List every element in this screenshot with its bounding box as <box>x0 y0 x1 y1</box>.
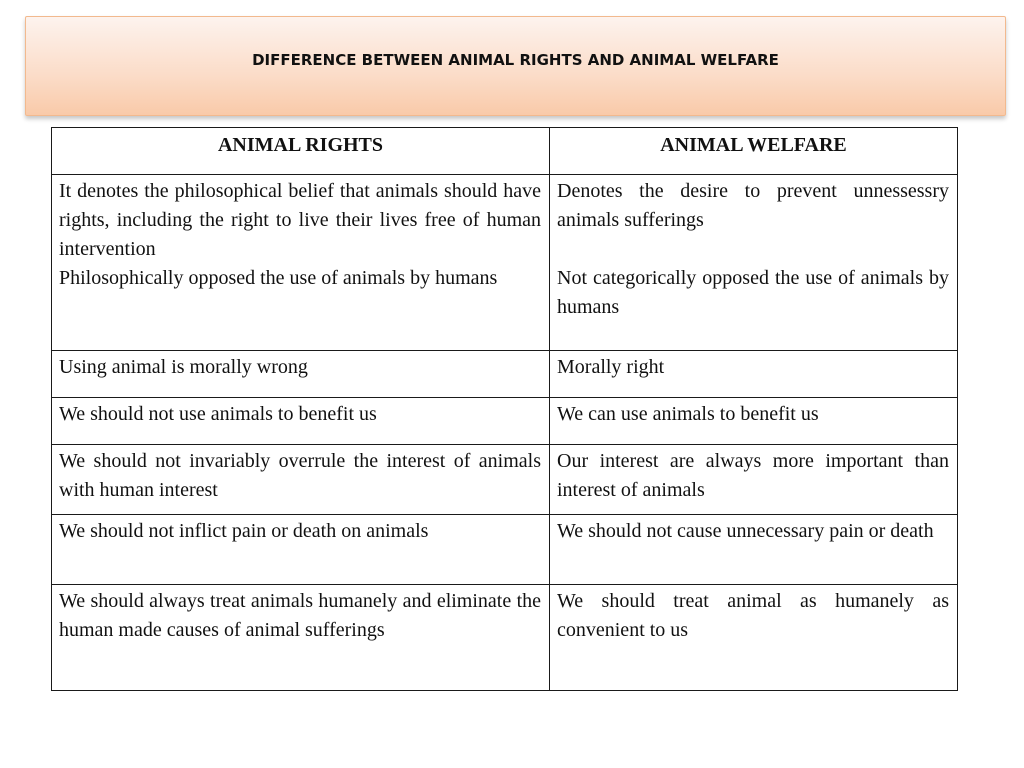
rights-cell: We should not invariably overrule the interest of animals with human interest <box>52 445 550 515</box>
table-row <box>52 445 958 515</box>
table-row <box>52 515 958 585</box>
rights-cell: Using animal is morally wrong <box>52 351 550 398</box>
rights-cell: We should not inflict pain or death on animals <box>52 515 550 585</box>
welfare-text: Denotes the desire to prevent unnessessry animals sufferings <box>557 180 949 231</box>
rights-text: Philosophically opposed the use of animals by humans <box>59 267 498 289</box>
table-row <box>52 398 958 445</box>
rights-text: It denotes the philosophical belief that animals should have rights, including the right to live their lives free of human intervention <box>59 180 541 260</box>
welfare-cell <box>550 175 958 351</box>
welfare-cell: We should not cause unnecessary pain or death <box>550 515 958 585</box>
comparison-table <box>51 127 958 691</box>
table-row <box>52 585 958 691</box>
welfare-cell: Morally right <box>550 351 958 398</box>
rights-cell: We should not use animals to benefit us <box>52 398 550 445</box>
welfare-cell: We should treat animal as humanely as convenient to us <box>550 585 958 691</box>
welfare-text: Not categorically opposed the use of animals by humans <box>557 267 949 318</box>
rights-cell <box>52 175 550 351</box>
column-header-animal-rights: ANIMAL RIGHTS <box>52 128 550 175</box>
table-row <box>52 351 958 398</box>
title-banner <box>25 16 1006 116</box>
column-header-animal-welfare: ANIMAL WELFARE <box>550 128 958 175</box>
rights-cell: We should always treat animals humanely and eliminate the human made causes of animal sufferings <box>52 585 550 691</box>
table-row <box>52 175 958 351</box>
welfare-cell: We can use animals to benefit us <box>550 398 958 445</box>
welfare-cell: Our interest are always more important than interest of animals <box>550 445 958 515</box>
table-header-row <box>52 128 958 175</box>
slide-title: DIFFERENCE BETWEEN ANIMAL RIGHTS AND ANIMAL WELFARE <box>252 51 779 69</box>
